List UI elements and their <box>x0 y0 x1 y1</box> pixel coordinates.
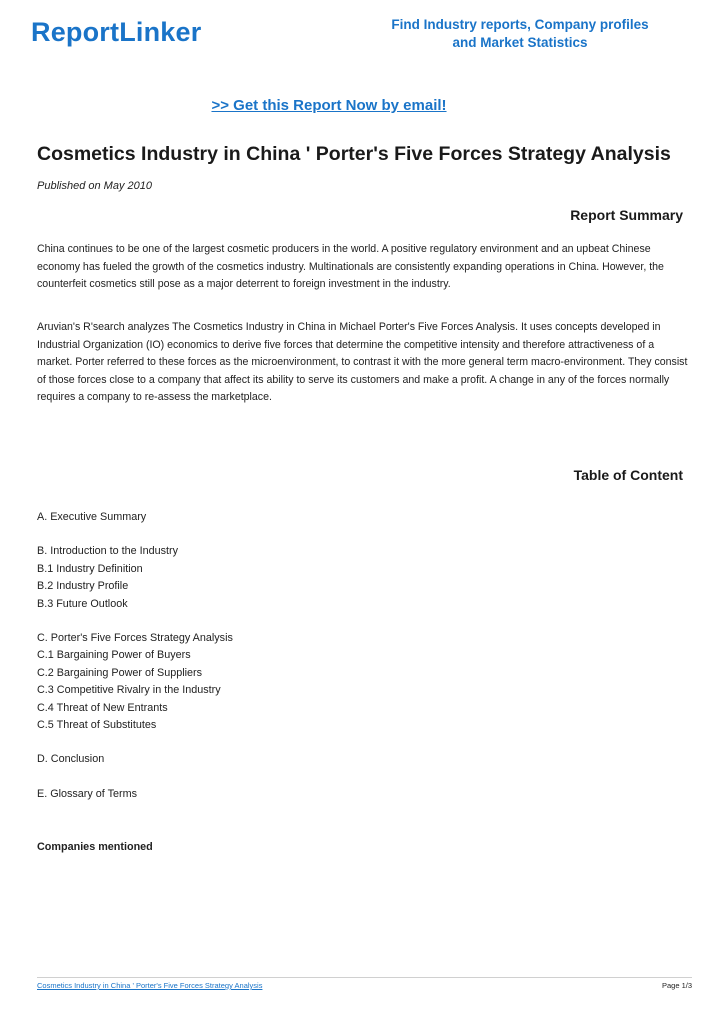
toc-item: B.2 Industry Profile <box>37 580 129 593</box>
toc-group-d <box>37 751 233 768</box>
toc-item: A. Executive Summary <box>37 511 147 523</box>
summary-paragraph-2: Aruvian's R'search analyzes The Cosmetics Industry in China in Michael Porter's Five Forces Analysis. It uses concepts developed in Industrial Organization (IO) economics to derive five forces that determine the competitive intensity and therefore attractiveness of a market. Porter referred to these forces as the microenvironment, to contrast it with the more general term macro-environment. They consist of those forces close to a company that affect its ability to serve its customers and make a profit. A change in any of the forces normally requires a company to re-assess the marketplace. <box>37 321 688 403</box>
toc-group-e <box>37 786 233 803</box>
get-report-email-link-text[interactable]: >> Get this Report Now by email! <box>211 97 447 114</box>
toc-item: D. Conclusion <box>37 753 105 766</box>
toc-item: C.3 Competitive Rivalry in the Industry <box>37 684 221 697</box>
published-date: Published on May 2010 <box>37 180 152 192</box>
get-report-email-link[interactable] <box>0 97 728 114</box>
footer-page-number: Page 1/3 <box>661 981 692 990</box>
report-title: Cosmetics Industry in China ' Porter's Five Forces Strategy Analysis <box>37 143 671 165</box>
toc-item: C.2 Bargaining Power of Suppliers <box>37 666 203 679</box>
table-of-content-heading: Table of Content <box>573 467 683 483</box>
header-tagline <box>360 16 680 52</box>
toc-item: C.4 Threat of New Entrants <box>37 701 168 714</box>
tagline-line-2: and Market Statistics <box>452 35 588 50</box>
table-of-contents <box>37 509 233 820</box>
footer-divider <box>37 977 692 978</box>
toc-item: B.1 Industry Definition <box>37 562 143 575</box>
companies-mentioned-heading: Companies mentioned <box>37 841 153 853</box>
reportlinker-logo[interactable]: ReportLinker <box>31 17 202 47</box>
toc-group-b <box>37 543 233 613</box>
report-summary-heading: Report Summary <box>570 207 683 223</box>
toc-item: E. Glossary of Terms <box>37 787 137 800</box>
toc-item: C.5 Threat of Substitutes <box>37 718 157 731</box>
toc-item: B. Introduction to the Industry <box>37 545 179 558</box>
toc-item: B.3 Future Outlook <box>37 597 128 610</box>
toc-group-c <box>37 630 233 734</box>
summary-paragraph-1: China continues to be one of the largest cosmetic producers in the world. A positive regulatory environment and an upbeat Chinese economy has fueled the growth of the cosmetics industry. Multinationals are consistently expanding operations in China. However, the counterfeit cosmetics still pose as a major deterrent to foreign investment in the industry. <box>37 243 664 290</box>
tagline-line-1: Find Industry reports, Company profiles <box>391 17 649 32</box>
toc-item: C. Porter's Five Forces Strategy Analysis <box>37 631 233 644</box>
toc-group-a <box>37 509 233 526</box>
toc-item: C.1 Bargaining Power of Buyers <box>37 649 191 662</box>
footer-report-link[interactable]: Cosmetics Industry in China ' Porter's Five Forces Strategy Analysis <box>37 981 263 990</box>
